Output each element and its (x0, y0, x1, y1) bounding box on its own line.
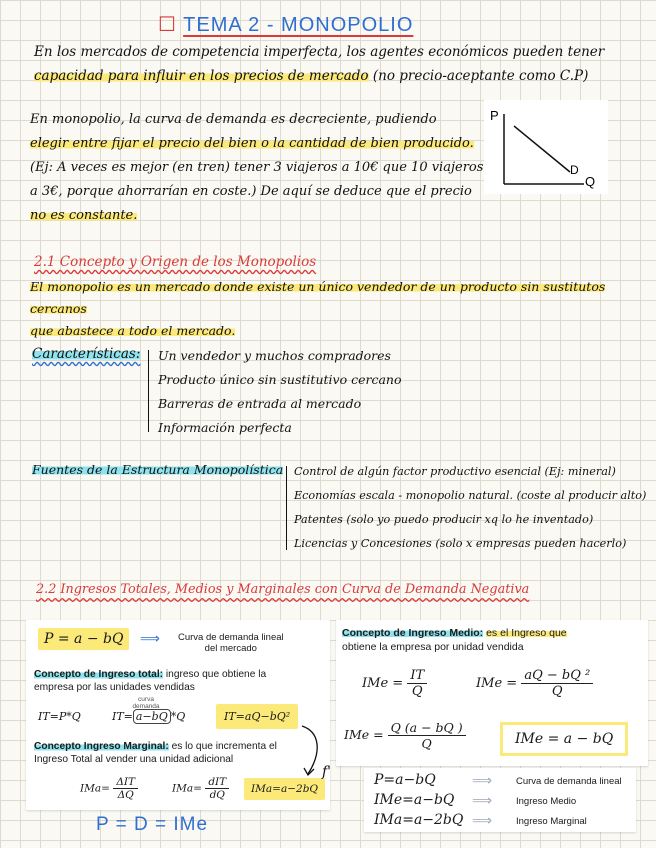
demand-curve (514, 126, 570, 172)
demand-line-2: elegir entre fijar el precio del bien o la cantidad de bien producido. (30, 136, 474, 151)
list-item: Producto único sin sustitutivo cercano (158, 372, 402, 387)
summary-card (364, 768, 636, 832)
it-eq-2: IT= a−bQ *Q (112, 710, 186, 723)
summary-eq-ima: IMa=a−2bQ (374, 812, 464, 828)
summary-label-demand: Curva de demanda lineal (516, 776, 622, 787)
list-item: Licencias y Concesiones (solo x empresas pueden hacerlo) (294, 537, 627, 550)
ime-eq-1: IMe = $\frac{IT}{Q}$ (362, 668, 427, 699)
axis-p-label: P (490, 108, 499, 123)
section-2-2-heading: 2.2 Ingresos Totales, Medios y Marginales con Curva de Demanda Negativa (36, 582, 530, 597)
summary-arrows (472, 770, 492, 830)
summary-labels (516, 772, 622, 832)
it-eq-3: IT=aQ−bQ² (216, 704, 298, 729)
ime-concept: Concepto de Ingreso Medio: es el Ingreso que obtiene la empresa por unidad vendida (342, 627, 567, 653)
ime-eq-2: IMe = $\frac{\text{aQ − bQ ²}}{Q}$ (476, 668, 593, 699)
img-eq-2: IMa= $\frac{\text{dIT}}{dQ}$ (172, 776, 229, 801)
page-title (158, 12, 413, 37)
axis-q-label: Q (585, 174, 596, 189)
list-item: Información perfecta (158, 420, 292, 435)
it-eq-1: IT=P*Q (38, 710, 81, 723)
arrow-right-icon: ⟹ (139, 630, 160, 646)
caracteristicas-label: Características: (32, 346, 141, 362)
curve-d-label: D (570, 163, 579, 177)
summary-equations (374, 770, 463, 830)
intro-line-2-tail: (no precio-aceptante como C.P) (372, 68, 589, 84)
summary-eq-ime: IMe=a−bQ (374, 792, 455, 808)
right-formula-card (336, 620, 648, 766)
arrow-right-icon: ⟹ (472, 772, 493, 788)
demand-graph-svg (484, 100, 608, 194)
demand-graph (484, 100, 608, 194)
footer-equation: P = D = IMe (96, 814, 209, 835)
demand-line-1: En monopolio, la curva de demanda es decreciente, pudiendo (30, 112, 437, 127)
img-eq-1: IMa= $\frac{\text{ΔIT}}{\Delta Q}$ (80, 776, 138, 801)
section-2-1-line-2: que abastece a todo el mercado. (30, 323, 236, 338)
title-text: TEMA 2 - MONOPOLIO (183, 14, 414, 36)
demand-line-4: a 3€, porque ahorrarían en coste.) De aquí se deduce que el precio (30, 184, 472, 199)
list-item: Un vendedor y muchos compradores (158, 348, 391, 363)
derivative-brace (298, 722, 338, 782)
ime-eq-3: IMe = $\frac{Q (a - bQ )}{Q}$ (344, 720, 466, 751)
summary-eq-demand: P=a−bQ (374, 772, 436, 788)
intro-paragraph (34, 40, 634, 88)
img-eq-3: IMa=a−2bQ (244, 778, 325, 800)
list-item: Economías escala - monopolio natural. (coste al producir alto) (294, 489, 647, 502)
demand-equation-row (38, 630, 166, 648)
intro-line-1: En los mercados de competencia imperfecta, los agentes económicos pueden tener (34, 44, 605, 60)
caracteristicas-bracket (148, 350, 153, 432)
list-item: Barreras de entrada al mercado (158, 396, 362, 411)
arrow-right-icon: ⟹ (472, 792, 493, 808)
ime-eq-4: IMe = a − bQ (500, 722, 628, 756)
list-item: Patentes (solo yo puedo producir xq lo he inventado) (294, 513, 594, 526)
f-prime-label: f' (322, 764, 332, 780)
caracteristicas-list (158, 344, 401, 440)
left-formula-card (26, 620, 330, 810)
demand-line-5: no es constante. (30, 208, 138, 223)
fuentes-bracket (286, 466, 291, 550)
demand-paragraph (30, 108, 485, 228)
demand-note: Curva de demanda lineal del mercado (178, 632, 284, 654)
brace-curve (302, 726, 317, 774)
section-2-1-heading: 2.1 Concepto y Origen de los Monopolios (34, 254, 317, 270)
arrow-right-icon: ⟹ (472, 812, 493, 828)
fuentes-label: Fuentes de la Estructura Monopolística (32, 462, 284, 477)
checkbox-icon[interactable]: ☐ (158, 14, 177, 36)
summary-label-ima: Ingreso Marginal (516, 816, 587, 827)
section-2-1-line-1: El monopolio es un mercado donde existe un único vendedor de un producto sin sustitutos cercanos (30, 279, 606, 316)
section-2-1-text (30, 276, 640, 342)
summary-label-ime: Ingreso Medio (516, 796, 577, 807)
intro-line-2: capacidad para influir en los precios de mercado (34, 68, 369, 84)
demand-line-3: (Ej: A veces es mejor (en tren) tener 3 viajeros a 10€ que 10 viajeros (30, 160, 484, 175)
it-eq-2-note: curva demanda (132, 696, 160, 710)
list-item: Control de algún factor productivo esencial (Ej: mineral) (294, 465, 616, 478)
it-concept: Concepto de Ingreso total: ingreso que obtiene la empresa por las unidades vendidas (34, 669, 267, 693)
fuentes-list (294, 460, 646, 556)
demand-equation: P = a − bQ (38, 628, 129, 650)
img-concept: Concepto Ingreso Marginal: es lo que incrementa el Ingreso Total al vender una unidad adicional (34, 741, 277, 765)
